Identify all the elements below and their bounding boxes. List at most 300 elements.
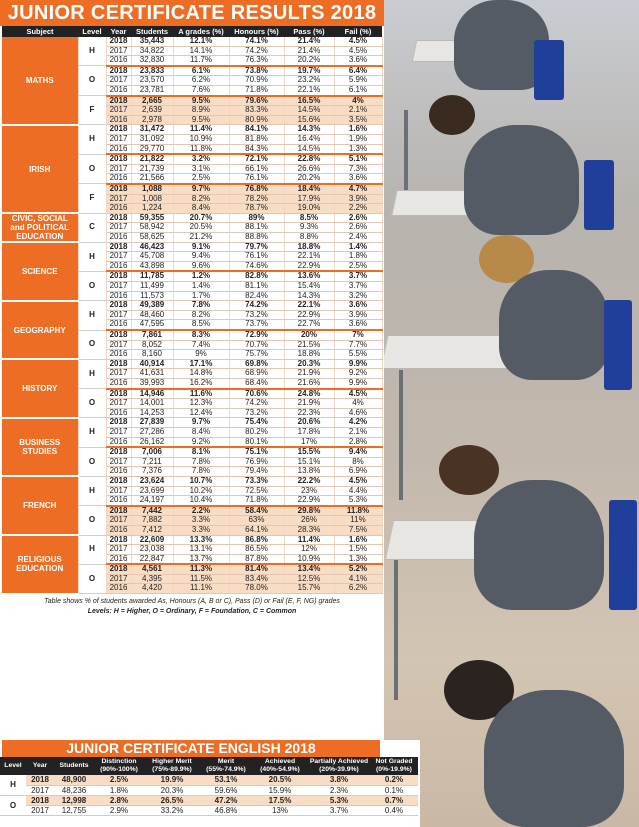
a-grades-cell: 8.9% [173, 106, 229, 116]
a-grades-cell: 7.8% [173, 301, 229, 311]
fail-cell: 5.9% [334, 76, 382, 86]
year-cell: 2017 [26, 805, 54, 815]
a-grades-cell: 8.2% [173, 194, 229, 204]
students-cell: 14,253 [131, 408, 173, 418]
year-cell: 2018 [106, 418, 131, 428]
a-grades-cell: 10.9% [173, 134, 229, 144]
pass-cell: 21.9% [284, 399, 334, 409]
pass-cell: 18.8% [284, 350, 334, 360]
year-cell: 2016 [106, 350, 131, 360]
year-cell: 2017 [106, 194, 131, 204]
a-grades-cell: 9.4% [173, 252, 229, 262]
english-header-higher-merit: Higher Merit (75%-89.9%) [144, 757, 200, 775]
year-cell: 2018 [106, 271, 131, 281]
fail-cell: 3.6% [334, 301, 382, 311]
fail-cell: 2.1% [334, 427, 382, 437]
pass-cell: 12% [284, 545, 334, 555]
pass-cell: 16.5% [284, 96, 334, 106]
subject-name: FRENCH [2, 476, 78, 535]
level-cell: H [78, 418, 106, 447]
higher-merit-cell: 19.9% [144, 775, 200, 785]
students-cell: 22,847 [131, 554, 173, 564]
students-cell: 1,088 [131, 184, 173, 194]
year-cell: 2018 [106, 213, 131, 223]
pass-cell: 13.6% [284, 271, 334, 281]
english-table [0, 757, 418, 816]
pass-cell: 15.1% [284, 457, 334, 467]
fail-cell: 5.1% [334, 154, 382, 164]
honours-cell: 78.7% [229, 204, 284, 214]
fail-cell: 1.5% [334, 545, 382, 555]
partially-achieved-cell: 5.3% [308, 795, 370, 805]
honours-cell: 68.4% [229, 379, 284, 389]
year-cell: 2017 [106, 486, 131, 496]
students-cell: 45,708 [131, 252, 173, 262]
pass-cell: 13.4% [284, 564, 334, 574]
students-cell: 7,882 [131, 516, 173, 526]
students-cell: 46,423 [131, 242, 173, 252]
a-grades-cell: 13.7% [173, 554, 229, 564]
partially-achieved-cell: 3.8% [308, 775, 370, 785]
students-cell: 21,566 [131, 174, 173, 184]
honours-cell: 66.1% [229, 164, 284, 174]
english-header-row [0, 757, 418, 775]
honours-cell: 88.8% [229, 233, 284, 243]
honours-cell: 73.2% [229, 408, 284, 418]
students-cell: 47,595 [131, 320, 173, 330]
pass-cell: 21.4% [284, 37, 334, 46]
pass-cell: 22.1% [284, 252, 334, 262]
honours-cell: 74.2% [229, 399, 284, 409]
students-cell: 7,861 [131, 330, 173, 340]
students-cell: 22,609 [131, 535, 173, 545]
fail-cell: 1.3% [334, 144, 382, 154]
students-cell: 4,561 [131, 564, 173, 574]
year-cell: 2017 [106, 399, 131, 409]
fail-cell: 4% [334, 96, 382, 106]
fail-cell: 2.6% [334, 223, 382, 233]
level-cell: O [78, 447, 106, 476]
pass-cell: 26% [284, 516, 334, 526]
a-grades-cell: 8.3% [173, 330, 229, 340]
year-cell: 2018 [106, 476, 131, 486]
year-cell: 2016 [106, 467, 131, 477]
students-cell: 27,286 [131, 427, 173, 437]
not-graded-cell: 0.1% [370, 785, 418, 795]
year-cell: 2017 [106, 574, 131, 584]
students-cell: 59,355 [131, 213, 173, 223]
pass-cell: 18.8% [284, 242, 334, 252]
a-grades-cell: 7.6% [173, 85, 229, 95]
a-grades-cell: 9.5% [173, 115, 229, 125]
pass-cell: 11.4% [284, 535, 334, 545]
honours-cell: 81.1% [229, 282, 284, 292]
students-cell: 2,639 [131, 106, 173, 116]
honours-cell: 84.3% [229, 144, 284, 154]
fail-cell: 3.6% [334, 174, 382, 184]
a-grades-cell: 8.2% [173, 310, 229, 320]
a-grades-cell: 3.1% [173, 164, 229, 174]
year-cell: 2018 [106, 125, 131, 135]
a-grades-cell: 11.4% [173, 125, 229, 135]
table-row [2, 476, 382, 486]
students-cell: 43,898 [131, 261, 173, 271]
pass-cell: 22.2% [284, 476, 334, 486]
honours-cell: 82.8% [229, 271, 284, 281]
honours-cell: 79.7% [229, 242, 284, 252]
students-cell: 7,376 [131, 467, 173, 477]
fail-cell: 1.6% [334, 535, 382, 545]
a-grades-cell: 13.3% [173, 535, 229, 545]
fail-cell: 7.3% [334, 164, 382, 174]
a-grades-cell: 10.4% [173, 496, 229, 506]
year-cell: 2017 [26, 785, 54, 795]
honours-cell: 73.3% [229, 476, 284, 486]
pass-cell: 9.3% [284, 223, 334, 233]
students-cell: 7,412 [131, 525, 173, 535]
students-cell: 4,395 [131, 574, 173, 584]
students-cell: 23,699 [131, 486, 173, 496]
students-cell: 34,822 [131, 46, 173, 56]
honours-cell: 73.2% [229, 310, 284, 320]
fail-cell: 4% [334, 399, 382, 409]
honours-cell: 70.6% [229, 389, 284, 399]
year-cell: 2018 [106, 96, 131, 106]
honours-cell: 75.7% [229, 350, 284, 360]
a-grades-cell: 10.2% [173, 486, 229, 496]
pass-cell: 23.2% [284, 76, 334, 86]
distinction-cell: 2.8% [94, 795, 144, 805]
partially-achieved-cell: 2.3% [308, 785, 370, 795]
level-cell: O [78, 66, 106, 96]
students-cell: 1,008 [131, 194, 173, 204]
honours-cell: 86.8% [229, 535, 284, 545]
a-grades-cell: 16.2% [173, 379, 229, 389]
year-cell: 2018 [26, 775, 54, 785]
a-grades-cell: 14.8% [173, 369, 229, 379]
fail-cell: 11.8% [334, 506, 382, 516]
english-title: JUNIOR CERTIFICATE ENGLISH 2018 [2, 740, 380, 757]
a-grades-cell: 11.1% [173, 584, 229, 594]
year-cell: 2018 [106, 66, 131, 76]
subject-name: RELIGIOUS EDUCATION [2, 535, 78, 594]
year-cell: 2017 [106, 223, 131, 233]
a-grades-cell: 12.3% [173, 399, 229, 409]
fail-cell: 4.6% [334, 408, 382, 418]
year-cell: 2017 [106, 106, 131, 116]
english-header-level: Level [0, 757, 26, 775]
a-grades-cell: 1.4% [173, 282, 229, 292]
students-cell: 23,781 [131, 85, 173, 95]
a-grades-cell: 8.5% [173, 320, 229, 330]
level-cell: O [78, 564, 106, 593]
year-cell: 2016 [106, 261, 131, 271]
a-grades-cell: 2.2% [173, 506, 229, 516]
year-cell: 2018 [26, 795, 54, 805]
a-grades-cell: 20.5% [173, 223, 229, 233]
year-cell: 2017 [106, 134, 131, 144]
fail-cell: 3.2% [334, 291, 382, 301]
a-grades-cell: 9% [173, 350, 229, 360]
english-panel [0, 740, 420, 827]
year-cell: 2016 [106, 525, 131, 535]
students-cell: 8,052 [131, 340, 173, 350]
fail-cell: 4.5% [334, 389, 382, 399]
pass-cell: 21.6% [284, 379, 334, 389]
honours-cell: 72.5% [229, 486, 284, 496]
fail-cell: 5.2% [334, 564, 382, 574]
students-cell: 21,822 [131, 154, 173, 164]
year-cell: 2018 [106, 330, 131, 340]
pass-cell: 10.9% [284, 554, 334, 564]
fail-cell: 4.1% [334, 574, 382, 584]
fail-cell: 3.9% [334, 310, 382, 320]
honours-cell: 82.4% [229, 291, 284, 301]
pass-cell: 22.1% [284, 85, 334, 95]
pass-cell: 22.1% [284, 301, 334, 311]
a-grades-cell: 11.3% [173, 564, 229, 574]
honours-cell: 74.2% [229, 301, 284, 311]
pass-cell: 22.3% [284, 408, 334, 418]
subject-name: GEOGRAPHY [2, 301, 78, 360]
pass-cell: 22.9% [284, 310, 334, 320]
achieved-cell: 17.5% [252, 795, 308, 805]
fail-cell: 1.9% [334, 134, 382, 144]
level-cell: F [78, 96, 106, 125]
honours-cell: 74.1% [229, 37, 284, 46]
a-grades-cell: 2.5% [173, 174, 229, 184]
english-header-distinction: Distinction (90%-100%) [94, 757, 144, 775]
year-cell: 2016 [106, 584, 131, 594]
fail-cell: 1.3% [334, 554, 382, 564]
a-grades-cell: 12.1% [173, 37, 229, 46]
subject-name: HISTORY [2, 359, 78, 418]
honours-cell: 72.1% [229, 154, 284, 164]
students-cell: 14,001 [131, 399, 173, 409]
pass-cell: 24.8% [284, 389, 334, 399]
subject-name: IRISH [2, 125, 78, 213]
higher-merit-cell: 20.3% [144, 785, 200, 795]
students-cell: 58,942 [131, 223, 173, 233]
english-row [0, 785, 418, 795]
level-cell: H [78, 242, 106, 271]
students-cell: 29,770 [131, 144, 173, 154]
level-cell: O [78, 389, 106, 418]
students-cell: 27,839 [131, 418, 173, 428]
pass-cell: 15.7% [284, 584, 334, 594]
pass-cell: 22.8% [284, 154, 334, 164]
honours-cell: 73.7% [229, 320, 284, 330]
english-row [0, 795, 418, 805]
pass-cell: 21.5% [284, 340, 334, 350]
english-row [0, 775, 418, 785]
subject-name: SCIENCE [2, 242, 78, 301]
pass-cell: 8.8% [284, 233, 334, 243]
a-grades-cell: 3.2% [173, 154, 229, 164]
students-cell: 2,978 [131, 115, 173, 125]
honours-cell: 71.8% [229, 496, 284, 506]
year-cell: 2016 [106, 554, 131, 564]
table-row [2, 125, 382, 135]
pass-cell: 20.2% [284, 56, 334, 66]
year-cell: 2016 [106, 174, 131, 184]
a-grades-cell: 17.1% [173, 359, 229, 369]
students-cell: 40,914 [131, 359, 173, 369]
fail-cell: 2.2% [334, 204, 382, 214]
honours-cell: 78.0% [229, 584, 284, 594]
a-grades-cell: 8.1% [173, 447, 229, 457]
not-graded-cell: 0.7% [370, 795, 418, 805]
levels-legend: Levels: H = Higher, O = Ordinary, F = Foundation, C = Common [87, 607, 297, 615]
fail-cell: 2.5% [334, 261, 382, 271]
students-cell: 23,570 [131, 76, 173, 86]
year-cell: 2018 [106, 154, 131, 164]
fail-cell: 1.6% [334, 125, 382, 135]
honours-cell: 80.2% [229, 427, 284, 437]
a-grades-cell: 6.1% [173, 66, 229, 76]
merit-cell: 47.2% [200, 795, 252, 805]
a-grades-cell: 7.4% [173, 340, 229, 350]
pass-cell: 29.8% [284, 506, 334, 516]
a-grades-cell: 6.2% [173, 76, 229, 86]
students-cell: 48,460 [131, 310, 173, 320]
students-cell: 2,665 [131, 96, 173, 106]
honours-cell: 80.1% [229, 437, 284, 447]
fail-cell: 7% [334, 330, 382, 340]
students-cell: 26,162 [131, 437, 173, 447]
a-grades-cell: 21.2% [173, 233, 229, 243]
students-cell: 32,830 [131, 56, 173, 66]
a-grades-cell: 11.7% [173, 56, 229, 66]
year-cell: 2017 [106, 164, 131, 174]
pass-cell: 19.0% [284, 204, 334, 214]
students-cell: 1,224 [131, 204, 173, 214]
fail-cell: 6.1% [334, 85, 382, 95]
table-row [2, 37, 382, 46]
honours-cell: 76.9% [229, 457, 284, 467]
year-cell: 2018 [106, 447, 131, 457]
pass-cell: 13.8% [284, 467, 334, 477]
year-cell: 2018 [106, 564, 131, 574]
year-cell: 2017 [106, 457, 131, 467]
honours-cell: 73.8% [229, 66, 284, 76]
honours-cell: 81.8% [229, 134, 284, 144]
students-cell: 12,755 [54, 805, 94, 815]
a-grades-cell: 9.7% [173, 418, 229, 428]
header-subject: Subject [2, 26, 78, 37]
honours-cell: 86.5% [229, 545, 284, 555]
year-cell: 2016 [106, 115, 131, 125]
honours-cell: 81.4% [229, 564, 284, 574]
pass-cell: 20.3% [284, 359, 334, 369]
pass-cell: 22.7% [284, 320, 334, 330]
fail-cell: 2.1% [334, 106, 382, 116]
students-cell: 39,993 [131, 379, 173, 389]
english-row [0, 805, 418, 815]
pass-cell: 22.9% [284, 496, 334, 506]
table-row [2, 301, 382, 311]
students-cell: 14,946 [131, 389, 173, 399]
level-cell: H [78, 535, 106, 564]
english-header-partially-achieved: Partially Achieved (20%-39.9%) [309, 758, 369, 773]
fail-cell: 5.5% [334, 350, 382, 360]
not-graded-cell: 0.2% [370, 775, 418, 785]
a-grades-cell: 7.8% [173, 457, 229, 467]
honours-cell: 88.1% [229, 223, 284, 233]
level-cell: O [78, 154, 106, 184]
subject-name: BUSINESS STUDIES [2, 418, 78, 477]
students-cell: 41,631 [131, 369, 173, 379]
students-cell: 48,900 [54, 775, 94, 785]
fail-cell: 2.8% [334, 437, 382, 447]
year-cell: 2017 [106, 369, 131, 379]
english-header-merit: Merit (55%-74.9%) [200, 757, 252, 775]
honours-cell: 76.8% [229, 184, 284, 194]
year-cell: 2018 [106, 37, 131, 46]
fail-cell: 2.4% [334, 233, 382, 243]
a-grades-cell: 9.2% [173, 437, 229, 447]
honours-cell: 87.8% [229, 554, 284, 564]
year-cell: 2017 [106, 340, 131, 350]
year-cell: 2016 [106, 437, 131, 447]
pass-cell: 20% [284, 330, 334, 340]
higher-merit-cell: 26.5% [144, 795, 200, 805]
students-cell: 49,389 [131, 301, 173, 311]
a-grades-cell: 9.5% [173, 96, 229, 106]
honours-cell: 76.1% [229, 174, 284, 184]
pass-cell: 28.3% [284, 525, 334, 535]
fail-cell: 1.4% [334, 242, 382, 252]
fail-cell: 3.6% [334, 56, 382, 66]
distinction-cell: 2.9% [94, 805, 144, 815]
results-table [2, 26, 383, 595]
english-header-year: Year [26, 757, 54, 775]
pass-cell: 20.6% [284, 418, 334, 428]
honours-cell: 89% [229, 213, 284, 223]
year-cell: 2016 [106, 379, 131, 389]
honours-cell: 75.4% [229, 418, 284, 428]
honours-cell: 76.1% [229, 252, 284, 262]
honours-cell: 79.6% [229, 96, 284, 106]
students-cell: 7,211 [131, 457, 173, 467]
a-grades-cell: 9.7% [173, 184, 229, 194]
fail-cell: 5.3% [334, 496, 382, 506]
year-cell: 2016 [106, 291, 131, 301]
a-grades-cell: 11.5% [173, 574, 229, 584]
level-cell: H [78, 476, 106, 505]
fail-cell: 3.5% [334, 115, 382, 125]
english-level-cell: O [0, 795, 26, 815]
year-cell: 2018 [106, 301, 131, 311]
students-cell: 8,160 [131, 350, 173, 360]
pass-cell: 21.9% [284, 369, 334, 379]
fail-cell: 2.6% [334, 213, 382, 223]
year-cell: 2016 [106, 233, 131, 243]
honours-cell: 76.3% [229, 56, 284, 66]
a-grades-cell: 8.4% [173, 427, 229, 437]
honours-cell: 83.3% [229, 106, 284, 116]
year-cell: 2017 [106, 310, 131, 320]
year-cell: 2016 [106, 204, 131, 214]
level-cell: O [78, 330, 106, 359]
a-grades-cell: 20.7% [173, 213, 229, 223]
fail-cell: 6.4% [334, 66, 382, 76]
honours-cell: 71.8% [229, 85, 284, 95]
english-header-not-graded: Not Graded (0%-19.9%) [370, 757, 418, 775]
fail-cell: 9.9% [334, 359, 382, 369]
pass-cell: 20.2% [284, 174, 334, 184]
english-header-achieved: Achieved (40%-54.9%) [252, 757, 308, 775]
